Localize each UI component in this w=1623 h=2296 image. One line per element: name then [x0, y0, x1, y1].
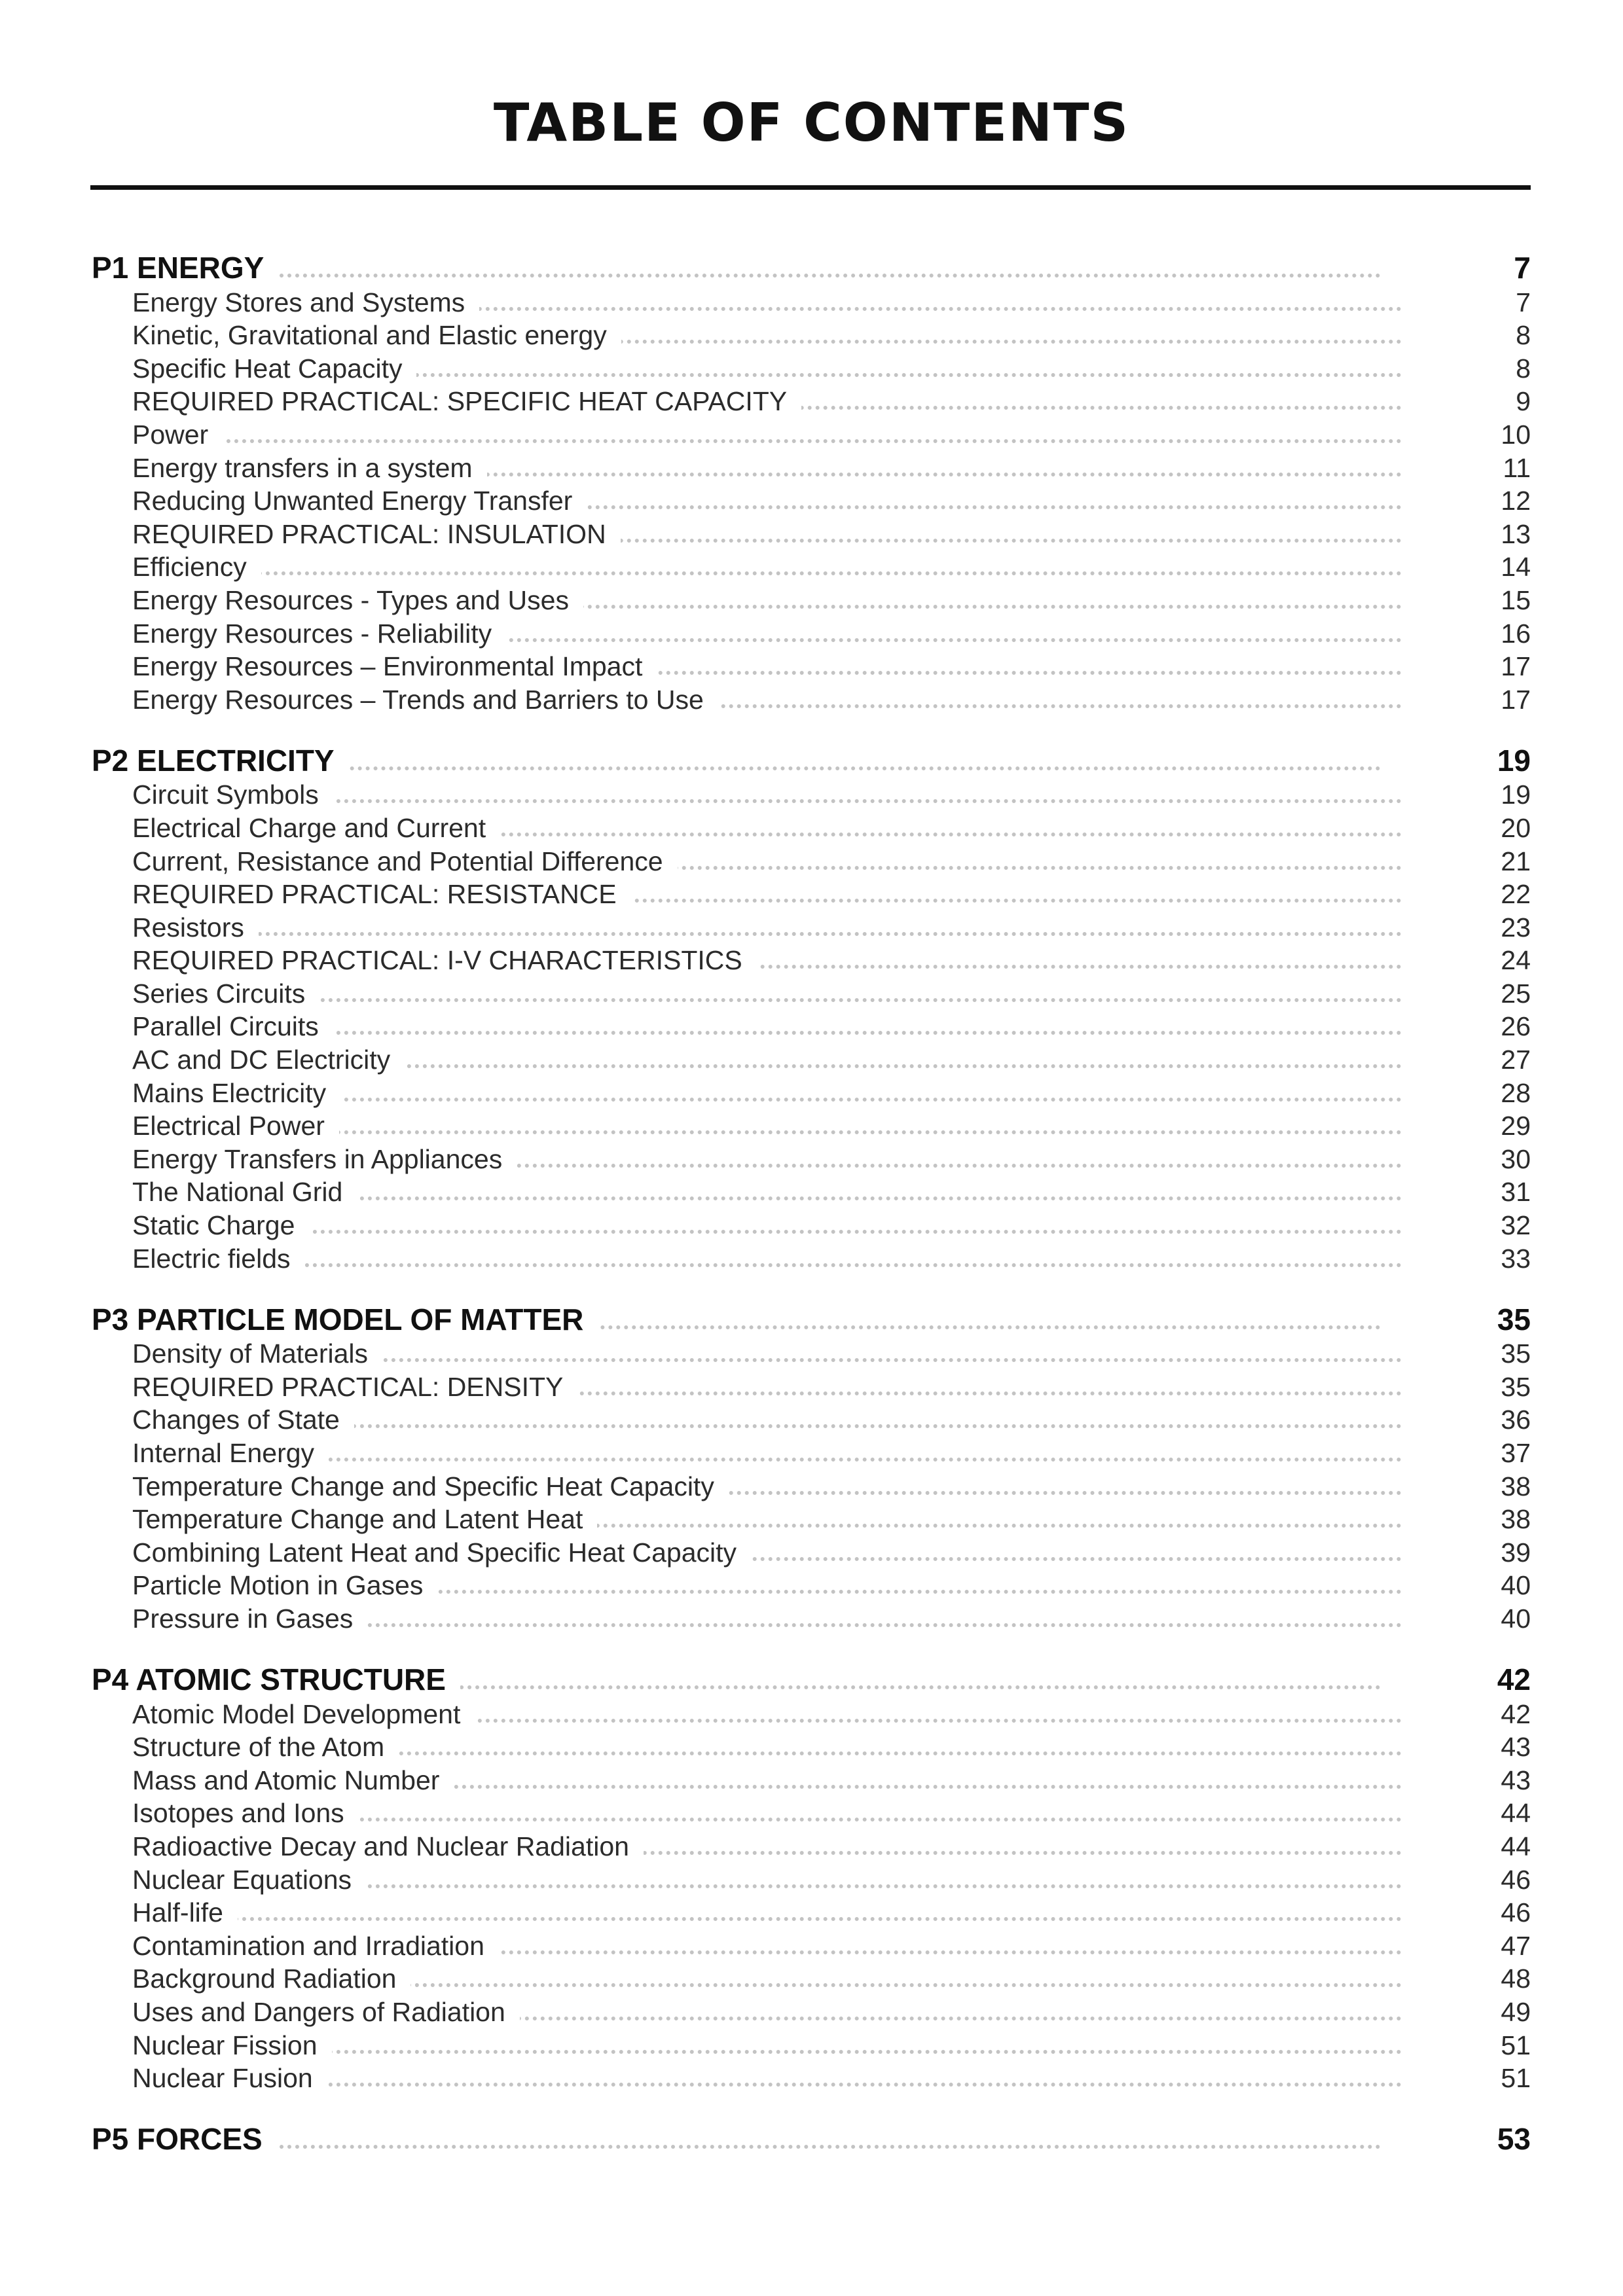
toc-entry-page-number: 8	[1516, 353, 1531, 384]
toc-entry-label: REQUIRED PRACTICAL: I-V CHARACTERISTICS	[132, 947, 757, 974]
dot-leader	[132, 998, 1402, 1002]
toc-entry-page-number: 25	[1501, 978, 1531, 1009]
toc-entry[interactable]	[0, 1242, 1623, 1275]
toc-entry-page-number: 31	[1501, 1177, 1531, 1208]
toc-entry-page-number: 30	[1501, 1143, 1531, 1174]
toc-entry[interactable]	[0, 878, 1623, 911]
toc-entry-page-number: 21	[1501, 846, 1531, 876]
toc-entry-page-number: 43	[1501, 1765, 1531, 1795]
toc-entry-page-number: 47	[1501, 1930, 1531, 1961]
toc-section	[0, 740, 1623, 1275]
title-divider	[90, 185, 1531, 190]
toc-section-heading[interactable]	[0, 2119, 1623, 2157]
toc-section	[0, 2119, 1623, 2157]
toc-section-heading-page-number: 42	[1497, 1662, 1531, 1696]
toc-entry-page-number: 22	[1501, 879, 1531, 910]
toc-entry-label: Atomic Model Development	[132, 1701, 475, 1728]
toc-entry-label: Particle Motion in Gases	[132, 1572, 437, 1599]
toc-entry-page-number: 28	[1501, 1077, 1531, 1108]
toc-entry-page-number: 37	[1501, 1438, 1531, 1468]
toc-entry[interactable]	[0, 418, 1623, 451]
toc-list	[0, 247, 1623, 2181]
toc-entry-label: Electrical Charge and Current	[132, 815, 500, 842]
toc-entry[interactable]	[0, 1010, 1623, 1043]
dot-leader	[92, 2145, 1381, 2149]
toc-entry[interactable]	[0, 1175, 1623, 1209]
toc-entry[interactable]	[0, 1731, 1623, 1764]
toc-section-heading-label: P2 ELECTRICITY	[92, 745, 349, 776]
toc-entry-page-number: 23	[1501, 912, 1531, 942]
toc-entry-label: Current, Resistance and Potential Difference	[132, 848, 678, 875]
page-title: TABLE OF CONTENTS	[493, 92, 1130, 153]
toc-entry[interactable]	[0, 683, 1623, 716]
toc-entry-page-number: 24	[1501, 945, 1531, 976]
toc-entry-label: Mains Electricity	[132, 1080, 340, 1107]
toc-entry-page-number: 19	[1501, 780, 1531, 810]
toc-entry-page-number: 17	[1501, 651, 1531, 682]
toc-entry-page-number: 36	[1501, 1405, 1531, 1435]
toc-entry[interactable]	[0, 650, 1623, 683]
toc-entry-label: Specific Heat Capacity	[132, 355, 416, 382]
toc-entry-page-number: 51	[1501, 2030, 1531, 2060]
toc-entry-label: Energy transfers in a system	[132, 455, 487, 482]
toc-entry-page-number: 38	[1501, 1504, 1531, 1535]
toc-entry-label: Static Charge	[132, 1212, 309, 1239]
toc-entry-label: Nuclear Fission	[132, 2032, 332, 2059]
toc-entry-label: Half-life	[132, 1899, 238, 1926]
toc-entry-label: REQUIRED PRACTICAL: SPECIFIC HEAT CAPACITY	[132, 388, 801, 415]
dot-leader	[132, 1917, 1402, 1921]
toc-entry[interactable]	[0, 617, 1623, 650]
dot-leader	[92, 274, 1381, 278]
toc-section-heading[interactable]	[0, 247, 1623, 285]
toc-entry[interactable]	[0, 1929, 1623, 1962]
toc-entry-label: Mass and Atomic Number	[132, 1767, 454, 1794]
toc-entry-label: Series Circuits	[132, 980, 319, 1007]
toc-entry-page-number: 46	[1501, 1864, 1531, 1895]
toc-entry[interactable]	[0, 319, 1623, 352]
toc-entry-page-number: 27	[1501, 1045, 1531, 1075]
toc-entry[interactable]	[0, 1503, 1623, 1536]
toc-entry-page-number: 43	[1501, 1732, 1531, 1763]
toc-entry-label: Temperature Change and Specific Heat Capacity	[132, 1473, 729, 1500]
toc-entry-label: REQUIRED PRACTICAL: RESISTANCE	[132, 881, 631, 908]
toc-entry-page-number: 26	[1501, 1011, 1531, 1042]
toc-entry[interactable]	[0, 484, 1623, 518]
toc-entry[interactable]	[0, 351, 1623, 385]
toc-entry-page-number: 14	[1501, 552, 1531, 583]
toc-entry-page-number: 42	[1501, 1698, 1531, 1729]
toc-entry[interactable]	[0, 1797, 1623, 1830]
toc-section-heading-page-number: 35	[1497, 1302, 1531, 1336]
toc-entry-label: Kinetic, Gravitational and Elastic energy	[132, 322, 621, 349]
toc-entry[interactable]	[0, 1208, 1623, 1242]
toc-entry-label: The National Grid	[132, 1179, 357, 1206]
toc-entry[interactable]	[0, 944, 1623, 977]
toc-entry[interactable]	[0, 1535, 1623, 1569]
toc-entry[interactable]	[0, 778, 1623, 812]
toc-entry[interactable]	[0, 1896, 1623, 1929]
toc-entry-page-number: 48	[1501, 1964, 1531, 1994]
toc-entry-label: Radioactive Decay and Nuclear Radiation	[132, 1833, 644, 1860]
toc-entry-label: Structure of the Atom	[132, 1734, 399, 1761]
toc-entry-label: Temperature Change and Latent Heat	[132, 1506, 597, 1533]
toc-entry[interactable]	[0, 451, 1623, 484]
toc-entry-page-number: 44	[1501, 1798, 1531, 1829]
toc-entry-page-number: 10	[1501, 419, 1531, 450]
toc-section-heading-label: P1 ENERGY	[92, 253, 278, 283]
toc-entry-page-number: 17	[1501, 684, 1531, 715]
toc-entry[interactable]	[0, 2062, 1623, 2095]
toc-section-heading-label: P4 ATOMIC STRUCTURE	[92, 1664, 460, 1695]
toc-entry[interactable]	[0, 811, 1623, 844]
toc-entry-label: Pressure in Gases	[132, 1605, 367, 1632]
toc-entry-label: Energy Resources – Environmental Impact	[132, 653, 657, 680]
toc-entry-page-number: 15	[1501, 584, 1531, 615]
toc-entry-label: Density of Materials	[132, 1340, 382, 1367]
dot-leader	[132, 571, 1402, 575]
toc-entry-label: Electrical Power	[132, 1113, 339, 1139]
toc-entry-label: Energy Resources - Reliability	[132, 620, 506, 647]
toc-entry-label: Nuclear Fusion	[132, 2065, 327, 2092]
toc-entry-page-number: 12	[1501, 486, 1531, 516]
toc-entry-label: Power	[132, 422, 223, 448]
toc-entry-page-number: 8	[1516, 320, 1531, 351]
toc-entry[interactable]	[0, 1569, 1623, 1602]
toc-entry-page-number: 46	[1501, 1897, 1531, 1928]
toc-entry-page-number: 33	[1501, 1243, 1531, 1274]
toc-entry-page-number: 20	[1501, 812, 1531, 843]
toc-entry-page-number: 51	[1501, 2063, 1531, 2094]
toc-entry-page-number: 40	[1501, 1570, 1531, 1601]
toc-entry[interactable]	[0, 1829, 1623, 1863]
toc-entry-label: Nuclear Equations	[132, 1867, 366, 1893]
toc-entry[interactable]	[0, 1403, 1623, 1437]
toc-section-heading-page-number: 7	[1514, 251, 1531, 285]
toc-section-heading-page-number: 19	[1497, 743, 1531, 778]
toc-entry-page-number: 9	[1516, 386, 1531, 417]
toc-entry[interactable]	[0, 517, 1623, 550]
toc-section-heading[interactable]	[0, 740, 1623, 778]
toc-entry-page-number: 40	[1501, 1603, 1531, 1634]
toc-entry[interactable]	[0, 1076, 1623, 1109]
toc-entry-page-number: 35	[1501, 1371, 1531, 1402]
toc-entry[interactable]	[0, 1043, 1623, 1076]
toc-entry[interactable]	[0, 1469, 1623, 1503]
dot-leader	[132, 439, 1402, 443]
toc-entry[interactable]	[0, 285, 1623, 319]
dot-leader	[132, 1230, 1402, 1234]
toc-entry-page-number: 13	[1501, 518, 1531, 549]
toc-entry-page-number: 49	[1501, 1996, 1531, 2027]
toc-entry[interactable]	[0, 1436, 1623, 1469]
toc-entry-page-number: 32	[1501, 1210, 1531, 1241]
toc-entry-label: Internal Energy	[132, 1440, 329, 1467]
toc-entry-page-number: 29	[1501, 1111, 1531, 1141]
toc-entry-label: Energy Resources - Types and Uses	[132, 587, 583, 614]
toc-entry-label: Energy Stores and Systems	[132, 289, 479, 316]
toc-entry-label: Circuit Symbols	[132, 781, 333, 808]
toc-entry-label: Resistors	[132, 914, 259, 941]
toc-entry[interactable]	[0, 1962, 1623, 1996]
toc-section	[0, 1299, 1623, 1635]
toc-section	[0, 247, 1623, 716]
toc-entry[interactable]	[0, 1697, 1623, 1731]
toc-section-heading-label: P5 FORCES	[92, 2124, 277, 2154]
toc-entry[interactable]	[0, 1763, 1623, 1797]
toc-entry[interactable]	[0, 1142, 1623, 1175]
toc-entry[interactable]	[0, 910, 1623, 944]
toc-entry-label: Changes of State	[132, 1407, 354, 1433]
toc-entry-page-number: 35	[1501, 1338, 1531, 1369]
toc-entry-label: AC and DC Electricity	[132, 1047, 405, 1073]
toc-entry-page-number: 16	[1501, 618, 1531, 649]
toc-entry-label: Uses and Dangers of Radiation	[132, 1999, 520, 2026]
toc-entry-label: Combining Latent Heat and Specific Heat Capacity	[132, 1539, 751, 1566]
toc-entry[interactable]	[0, 583, 1623, 617]
toc-entry-page-number: 39	[1501, 1537, 1531, 1568]
toc-entry-page-number: 44	[1501, 1831, 1531, 1861]
toc-entry[interactable]	[0, 1995, 1623, 2028]
toc-entry[interactable]	[0, 2028, 1623, 2062]
dot-leader	[132, 932, 1402, 936]
toc-entry-label: Energy Resources – Trends and Barriers to Use	[132, 687, 718, 713]
toc-entry-label: Energy Transfers in Appliances	[132, 1146, 517, 1173]
toc-section	[0, 1659, 1623, 2094]
toc-section-heading[interactable]	[0, 1659, 1623, 1697]
toc-section-heading[interactable]	[0, 1299, 1623, 1337]
toc-entry[interactable]	[0, 385, 1623, 418]
toc-entry-label: Efficiency	[132, 554, 261, 581]
toc-entry[interactable]	[0, 1602, 1623, 1635]
toc-entry-label: Electric fields	[132, 1246, 305, 1272]
toc-section-heading-label: P3 PARTICLE MODEL OF MATTER	[92, 1304, 598, 1335]
toc-entry[interactable]	[0, 550, 1623, 584]
dot-leader	[132, 1263, 1402, 1267]
toc-entry-label: Contamination and Irradiation	[132, 1933, 499, 1960]
toc-entry[interactable]	[0, 844, 1623, 878]
toc-entry-label: REQUIRED PRACTICAL: INSULATION	[132, 521, 621, 548]
toc-entry-page-number: 7	[1516, 287, 1531, 317]
toc-entry-label: Reducing Unwanted Energy Transfer	[132, 488, 587, 514]
toc-entry-label: Isotopes and Ions	[132, 1800, 359, 1827]
toc-entry[interactable]	[0, 1109, 1623, 1143]
toc-entry-label: Background Radiation	[132, 1965, 410, 1992]
toc-entry-page-number: 38	[1501, 1471, 1531, 1501]
toc-entry-label: REQUIRED PRACTICAL: DENSITY	[132, 1374, 577, 1401]
toc-entry-label: Parallel Circuits	[132, 1013, 333, 1040]
toc-entry[interactable]	[0, 1337, 1623, 1371]
toc-section-heading-page-number: 53	[1497, 2122, 1531, 2157]
toc-entry-page-number: 11	[1503, 452, 1531, 483]
toc-entry[interactable]	[0, 1863, 1623, 1896]
toc-entry[interactable]	[0, 1370, 1623, 1403]
toc-entry[interactable]	[0, 977, 1623, 1010]
